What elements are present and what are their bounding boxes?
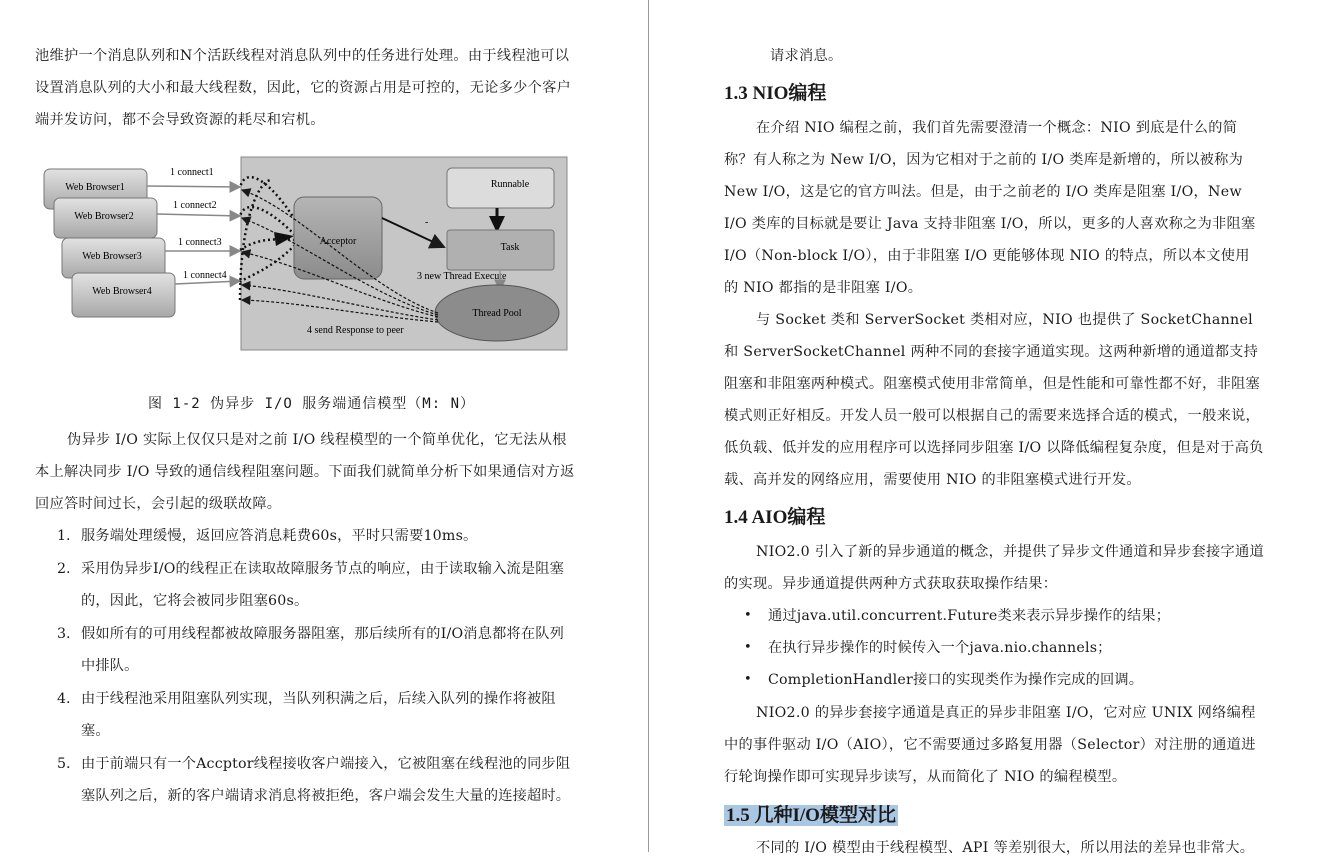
list-item: 由于前端只有一个Accptor线程接收客户端接入，它被阻塞在线程池的同步阻塞队列之后，新的客户端请求消息将被拒绝，客户端会发生大量的连接超时。 <box>81 756 571 804</box>
connect2-label: 1 connect2 <box>173 200 217 211</box>
highlighted-heading: 1.5 几种I/O模型对比 <box>726 805 896 826</box>
execute-label: 3 new Thread Execute <box>417 271 507 282</box>
runnable-node <box>447 168 554 208</box>
list-number: 2. <box>57 561 71 577</box>
bullet-icon: • <box>744 608 752 623</box>
bullet-item: 在执行异步操作的时候传入一个java.nio.channels； <box>768 640 1112 656</box>
svg-text:Web Browser1: Web Browser1 <box>65 182 125 193</box>
svg-text:Thread Pool: Thread Pool <box>472 308 522 319</box>
list-number: 4. <box>57 691 71 707</box>
section-heading-1-3: 1.3 NIO编程 <box>724 83 827 104</box>
io-compare-paragraph: 不同的 I/O 模型由于线程模型、API 等差别很大，所以用法的差异也非常大。 <box>756 840 1255 856</box>
browser-2 <box>54 198 157 238</box>
pseudo-async-io-diagram <box>40 150 575 355</box>
svg-text:Task: Task <box>500 242 520 253</box>
list-number: 3. <box>57 626 71 642</box>
response-label: 4 send Response to peer <box>307 325 404 336</box>
aio-intro-paragraph: NIO2.0 引入了新的异步通道的概念，并提供了异步文件通道和异步套接字通道的实现。异步通道提供两种方式获取获取操作结果： <box>724 544 1264 592</box>
bullet-item: 通过java.util.concurrent.Future类来表示异步操作的结果； <box>768 608 1171 624</box>
svg-text:Web Browser4: Web Browser4 <box>92 286 152 297</box>
pseudo-async-paragraph: 伪异步 I/O 实际上仅仅只是对之前 I/O 线程模型的一个简单优化，它无法从根本上解决同步 I/O 导致的通信线程阻塞问题。下面我们就简单分析下如果通信对方返回应答时间过长，会引起的级联故障。 <box>35 432 575 512</box>
bullet-icon: • <box>744 672 752 687</box>
section-heading-1-4: 1.4 AIO编程 <box>724 507 826 528</box>
connect4-label: 1 connect4 <box>183 270 227 281</box>
connect4-arrow <box>175 281 240 284</box>
list-number: 5. <box>57 756 71 772</box>
svg-text:Web Browser2: Web Browser2 <box>74 211 134 222</box>
svg-text:Acceptor: Acceptor <box>319 236 357 247</box>
connect3-label: 1 connect3 <box>178 237 222 248</box>
connect1-label: 1 connect1 <box>170 167 214 178</box>
bullet-item: CompletionHandler接口的实现类作为操作完成的回调。 <box>768 672 1144 688</box>
bullet-icon: • <box>744 640 752 655</box>
acceptor-node <box>294 197 382 279</box>
svg-text:-: - <box>425 217 429 228</box>
svg-text:Runnable: Runnable <box>490 179 530 190</box>
list-item: 由于线程池采用阻塞队列实现，当队列积满之后，后续入队列的操作将被阻塞。 <box>81 691 556 739</box>
list-item: 假如所有的可用线程都被故障服务器阻塞，那后续所有的I/O消息都将在队列中排队。 <box>81 626 565 674</box>
page-divider <box>648 0 649 852</box>
connect1-arrow <box>147 186 240 187</box>
aio-detail-paragraph: NIO2.0 的异步套接字通道是真正的异步非阻塞 I/O，它对应 UNIX 网络编程中的事件驱动 I/O（AIO），它不需要通过多路复用器（Selector）对注册的通道进行轮询操作即可实现异步读写，从而简化了 NIO 的编程模型。 <box>724 705 1256 785</box>
figure-caption: 图 1-2 伪异步 I/O 服务端通信模型（M: N） <box>148 396 476 412</box>
browser-4 <box>72 273 175 317</box>
svg-text:Web Browser3: Web Browser3 <box>82 251 142 262</box>
thread-pool-node <box>435 285 559 341</box>
section-heading-1-5 <box>724 800 898 827</box>
intro-paragraph: 池维护一个消息队列和N个活跃线程对消息队列中的任务进行处理。由于线程池可以设置消息队列的大小和最大线程数，因此，它的资源占用是可控的，无论多少个客户端并发访问，都不会导致资源的耗尽和宕机。 <box>35 48 572 128</box>
list-item: 服务端处理缓慢，返回应答消息耗费60s，平时只需要10ms。 <box>81 528 478 544</box>
list-item: 采用伪异步I/O的线程正在读取故障服务节点的响应，由于读取输入流是阻塞的，因此，它将会被同步阻塞60s。 <box>81 561 565 609</box>
nio-channel-paragraph: 与 Socket 类和 ServerSocket 类相对应，NIO 也提供了 SocketChannel 和 ServerSocketChannel 两种不同的套接字通道实现。这两种新增的通道都支持阻塞和非阻塞两种模式。阻塞模式使用非常简单，但是性能和可靠性都不好，非阻塞模式则正好相反。开发人员一般可以根据自己的需要来选择合适的模式，一般来说，低负载、低并发的应用程序可以选择同步阻塞 I/O 以降低编程复杂度，但是对于高负载、高并发的网络应用，需要使用 NIO 的非阻塞模式进行开发。 <box>724 312 1264 488</box>
task-node <box>447 230 554 270</box>
continuation-text: 请求消息。 <box>770 48 843 64</box>
connect2-arrow <box>157 214 240 216</box>
browser-3 <box>62 238 165 278</box>
nio-intro-paragraph: 在介绍 NIO 编程之前，我们首先需要澄清一个概念：NIO 到底是什么的简称？有人称之为 New I/O，因为它相对于之前的 I/O 类库是新增的，所以被称为 New I/O，这是它的官方叫法。但是，由于之前老的 I/O 类库是阻塞 I/O，New I/O 类库的目标就是要让 Java 支持非阻塞 I/O，所以，更多的人喜欢称之为非阻塞 I/O（Non-block I/O），由于非阻塞 I/O 更能够体现 NIO 的特点，所以本文使用的 NIO 都指的是非阻塞 I/O。 <box>724 120 1256 296</box>
list-number: 1. <box>57 528 71 544</box>
